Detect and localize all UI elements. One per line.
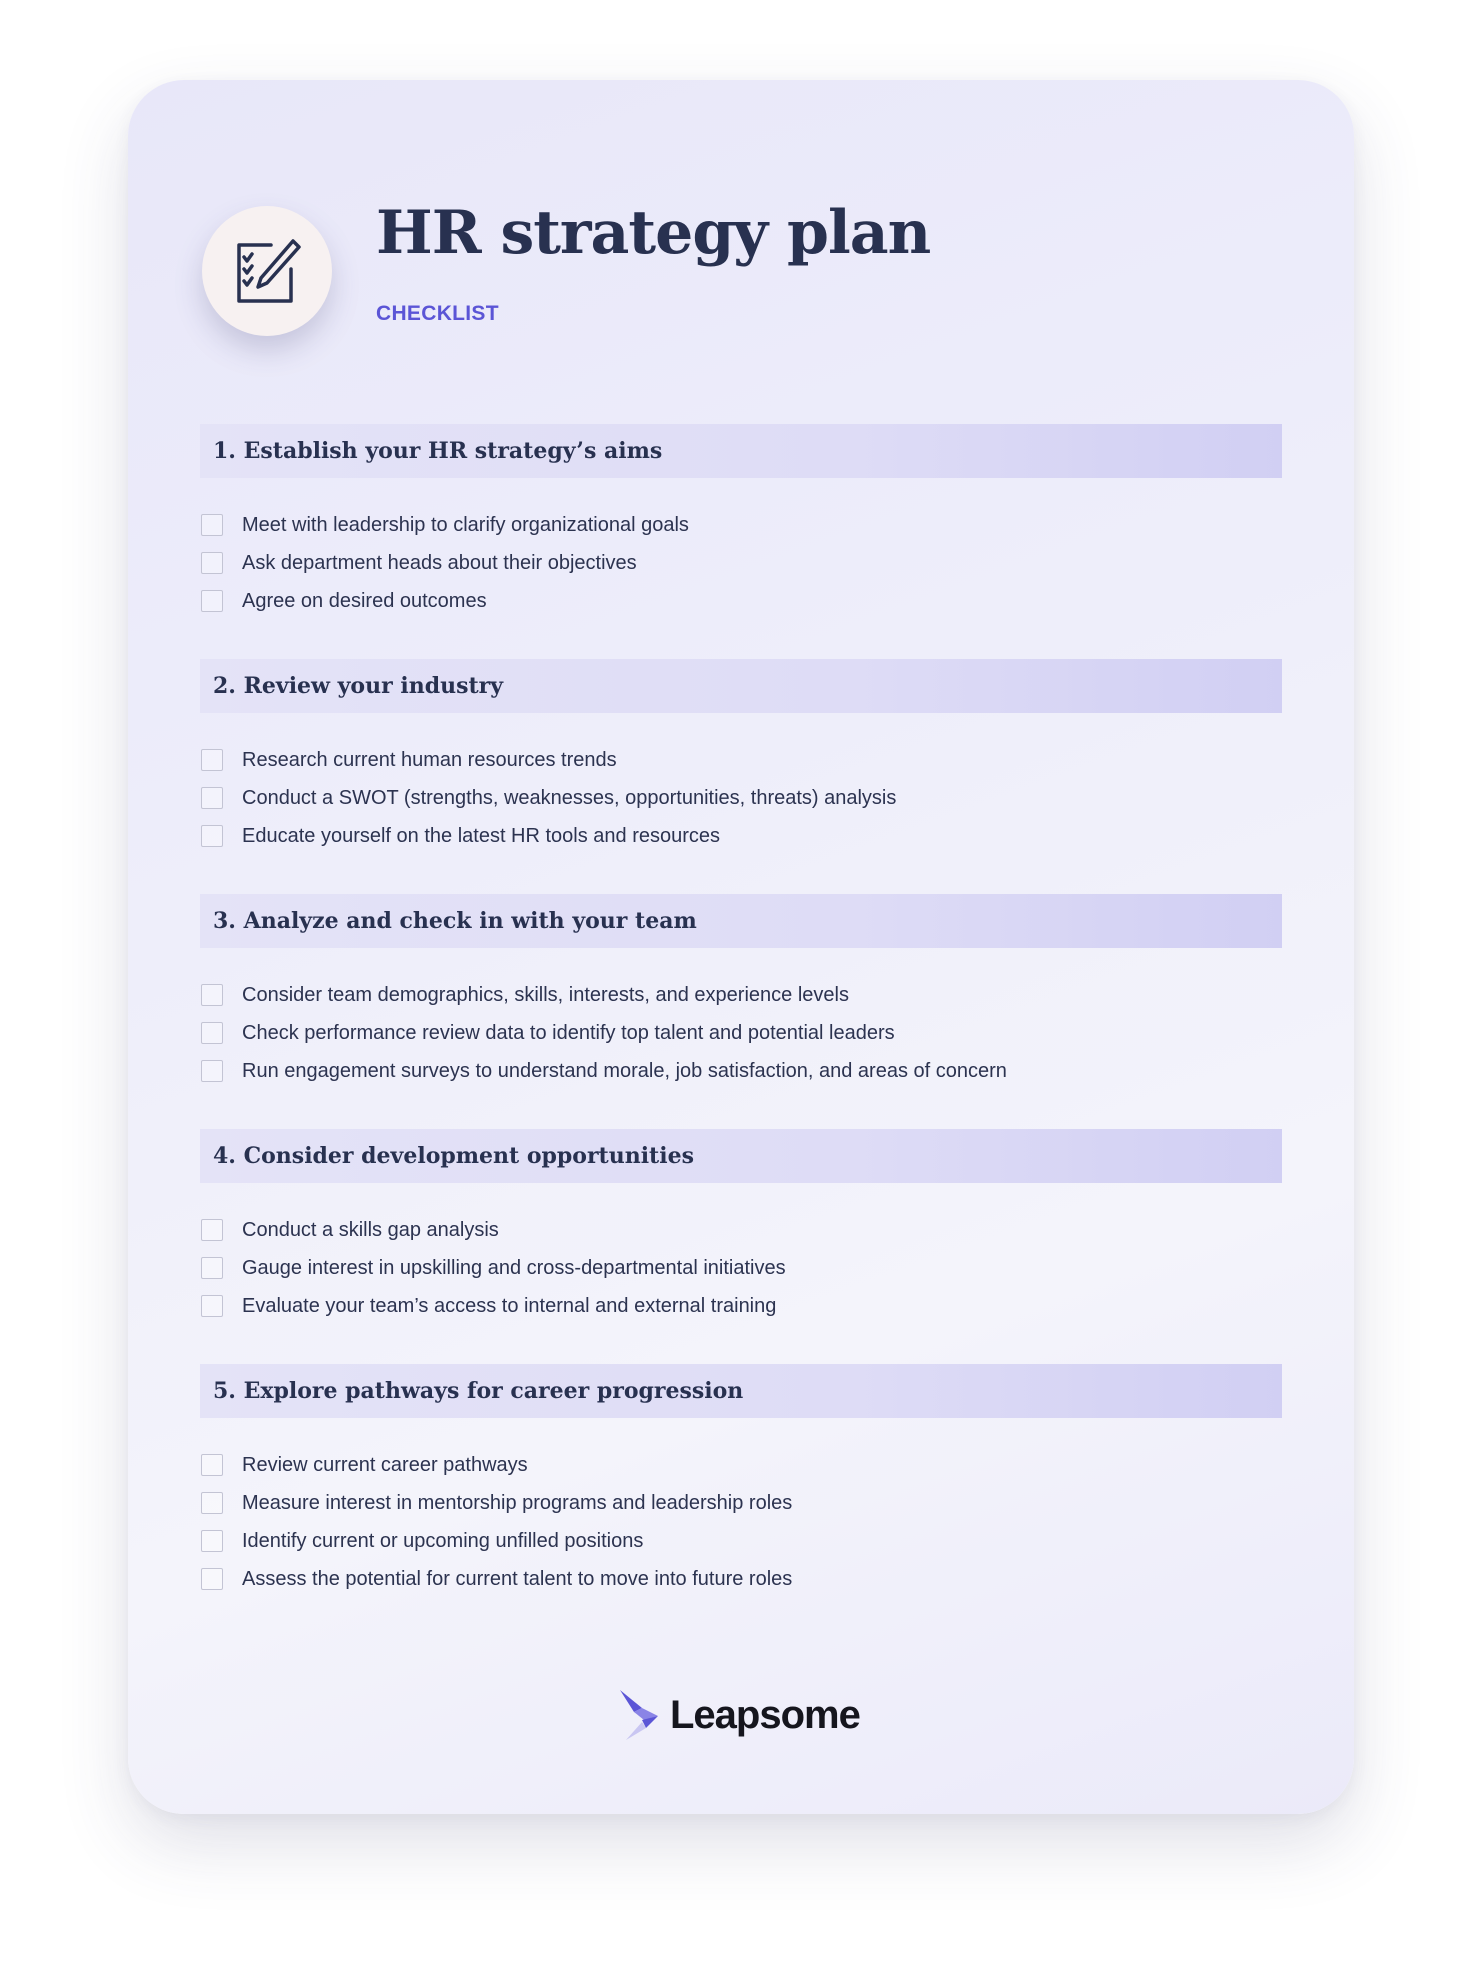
checklist-item-label: Conduct a SWOT (strengths, weaknesses, opportunities, threats) analysis: [242, 786, 897, 809]
checkbox[interactable]: [201, 787, 223, 809]
checkbox[interactable]: [201, 749, 223, 771]
checkbox[interactable]: [201, 1060, 223, 1082]
checklist-item[interactable]: [200, 1484, 1282, 1522]
checklist-items: [200, 506, 1282, 620]
checklist-item[interactable]: [200, 544, 1282, 582]
section-header: [200, 659, 1282, 713]
checklist-item-label: Consider team demographics, skills, interests, and experience levels: [242, 983, 849, 1006]
checklist-item-label: Educate yourself on the latest HR tools and resources: [242, 824, 721, 847]
leapsome-bird-icon: [620, 1690, 660, 1740]
checklist-item[interactable]: [200, 1560, 1282, 1598]
checklist-item-label: Evaluate your team’s access to internal and external training: [242, 1294, 777, 1317]
checkbox[interactable]: [201, 1568, 223, 1590]
section-title: 1. Establish your HR strategy’s aims: [213, 438, 663, 464]
checklist-section: [200, 659, 1282, 855]
checklist-section: [200, 894, 1282, 1090]
checklist-items: [200, 741, 1282, 855]
checklist-item[interactable]: [200, 1211, 1282, 1249]
checkbox[interactable]: [201, 984, 223, 1006]
checklist-item-label: Identify current or upcoming unfilled positions: [242, 1529, 644, 1552]
checkbox[interactable]: [201, 1492, 223, 1514]
checklist-item[interactable]: [200, 817, 1282, 855]
checklist-item[interactable]: [200, 506, 1282, 544]
checklist-items: [200, 976, 1282, 1090]
header-icon-circle: [202, 206, 332, 336]
checklist-item[interactable]: [200, 1014, 1282, 1052]
checklist-sections: [200, 424, 1282, 1637]
checklist-item[interactable]: [200, 1052, 1282, 1090]
checklist-item-label: Measure interest in mentorship programs and leadership roles: [242, 1491, 793, 1514]
brand-name: Leapsome: [670, 1692, 860, 1737]
checklist-item[interactable]: [200, 1249, 1282, 1287]
checklist-item-label: Check performance review data to identify top talent and potential leaders: [242, 1021, 895, 1044]
checkbox[interactable]: [201, 1295, 223, 1317]
checklist-item-label: Review current career pathways: [242, 1453, 528, 1476]
checklist-item[interactable]: [200, 779, 1282, 817]
checklist-item-label: Assess the potential for current talent to move into future roles: [242, 1567, 793, 1590]
checklist-section: [200, 1364, 1282, 1598]
checkbox[interactable]: [201, 1022, 223, 1044]
checkbox[interactable]: [201, 590, 223, 612]
checklist-section: [200, 424, 1282, 620]
checklist-item-label: Run engagement surveys to understand morale, job satisfaction, and areas of concern: [242, 1059, 1007, 1082]
checkbox[interactable]: [201, 1530, 223, 1552]
checklist-item[interactable]: [200, 976, 1282, 1014]
checkbox[interactable]: [201, 1219, 223, 1241]
checkbox[interactable]: [201, 1454, 223, 1476]
checklist-item-label: Conduct a skills gap analysis: [242, 1218, 499, 1241]
section-title: 4. Consider development opportunities: [213, 1143, 694, 1169]
section-title: 2. Review your industry: [213, 673, 503, 699]
checkbox[interactable]: [201, 552, 223, 574]
checklist-item[interactable]: [200, 1287, 1282, 1325]
section-title: 5. Explore pathways for career progression: [213, 1378, 744, 1404]
checklist-item-label: Gauge interest in upskilling and cross-departmental initiatives: [242, 1256, 786, 1279]
page-subtitle: CHECKLIST: [376, 302, 499, 325]
section-header: [200, 424, 1282, 478]
checklist-item[interactable]: [200, 741, 1282, 779]
section-header: [200, 894, 1282, 948]
page-title: HR strategy plan: [376, 198, 931, 268]
checklist-section: [200, 1129, 1282, 1325]
checklist-item-label: Agree on desired outcomes: [242, 589, 487, 612]
checklist-item[interactable]: [200, 1446, 1282, 1484]
checkbox[interactable]: [201, 825, 223, 847]
checklist-item-label: Research current human resources trends: [242, 748, 617, 771]
checklist-pen-icon: [231, 235, 303, 307]
checkbox[interactable]: [201, 514, 223, 536]
section-header: [200, 1364, 1282, 1418]
checkbox[interactable]: [201, 1257, 223, 1279]
section-title: 3. Analyze and check in with your team: [213, 908, 697, 934]
checklist-item[interactable]: [200, 1522, 1282, 1560]
checklist-items: [200, 1446, 1282, 1598]
leapsome-logo: [620, 1690, 860, 1740]
section-header: [200, 1129, 1282, 1183]
checklist-items: [200, 1211, 1282, 1325]
checklist-item-label: Ask department heads about their objectives: [242, 551, 637, 574]
checklist-item[interactable]: [200, 582, 1282, 620]
checklist-item-label: Meet with leadership to clarify organizational goals: [242, 513, 689, 536]
